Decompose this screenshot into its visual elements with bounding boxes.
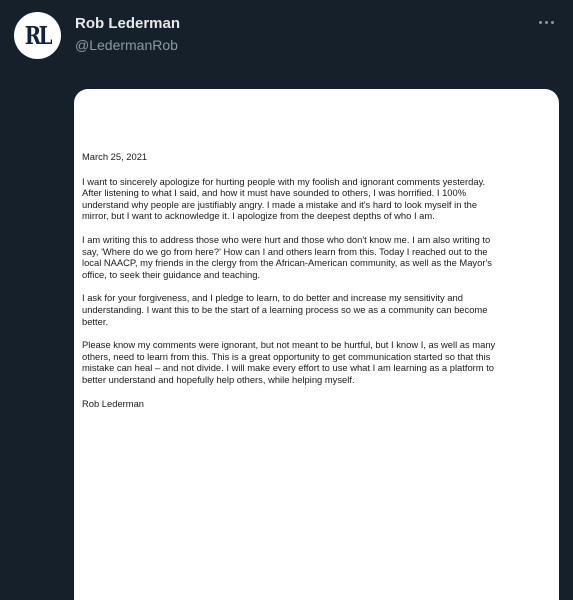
avatar-initials: RL xyxy=(24,21,51,50)
avatar[interactable] xyxy=(14,12,61,59)
more-horizontal-icon xyxy=(545,21,548,24)
more-horizontal-icon xyxy=(551,21,554,24)
letter-paragraph: I am writing this to address those who were hurt and those who don't know me. I am also writing to say, 'Where do we go from here?' How can I and others learn from this. Today I reached out to the local NAACP, my friends in the clergy from the African-American community, as well as the Mayor's office, to seek their guidance and teaching. xyxy=(82,233,492,280)
letter-date: March 25, 2021 xyxy=(82,151,148,162)
more-options-button[interactable] xyxy=(533,12,559,32)
letter-paragraph: I want to sincerely apologize for hurting people with my foolish and ignorant comments yesterday. After listening to what I said, and how it must have sounded to others, I was horrified. I 100% understand why people are justifiably angry. I made a mistake and it's hard to look myself in the mirror, but I want to acknowledge it. I apologize from the deepest depths of who I am. xyxy=(82,175,486,222)
display-name[interactable]: Rob Lederman xyxy=(75,15,181,32)
tweet-media-image[interactable] xyxy=(74,89,559,600)
apology-letter xyxy=(82,151,502,409)
letter-signature: Rob Lederman xyxy=(82,397,145,409)
more-horizontal-icon xyxy=(539,21,542,24)
letter-paragraph: I ask for your forgiveness, and I pledge to learn, to do better and increase my sensitivity and understanding. I want this to be the start of a learning process so we as a community can become better. xyxy=(82,292,488,327)
letter-paragraph: Please know my comments were ignorant, but not meant to be hurtful, but I know I, as well as many others, need to learn from this. This is a great opportunity to get communication started so that this mistake can heal – and not divide. I will make every effort to use what I am learning as a platform to better understand and hopefully help others, while helping myself. xyxy=(82,339,496,385)
user-handle[interactable]: @LedermanRob xyxy=(75,37,178,53)
